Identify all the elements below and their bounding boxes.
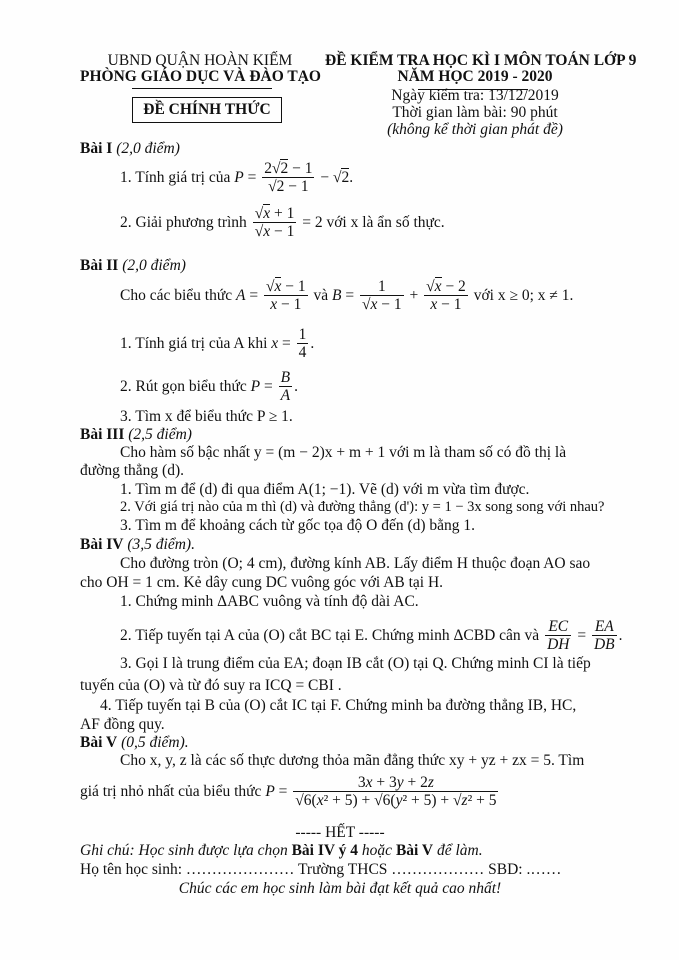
bai4-q3-b: tuyến của (O) và từ đó suy ra ICQ = CBI .: [80, 677, 342, 694]
fraction-EC-DH: $\frac{EC}{DH}$: [547, 618, 570, 654]
bai2-q2: 2. Rút gọn biểu thức P = $\frac{B}{A}$ .: [120, 369, 298, 405]
bai3-title: Bài III: [80, 426, 125, 443]
fraction-A: $\frac{√x - 1}{x - 1}$: [265, 278, 306, 314]
bai1-q1-text: 1. Tính giá trị của: [120, 168, 231, 186]
bai2-q3: 3. Tìm x để biểu thức P ≥ 1.: [120, 408, 293, 425]
bai2-q2-text: 2. Rút gọn biểu thức: [120, 377, 247, 395]
fraction-P3: $\frac{3x + 3y + 2z}{\text{√6(x² + 5) + √6(y² + 5) + √z² + 5}}$: [295, 774, 497, 810]
note-bai5: Bài V: [395, 842, 434, 859]
bai1-q2-text: 2. Giải phương trình: [120, 213, 247, 231]
fraction-B1: $\frac{1}{√x - 1}$: [362, 278, 402, 314]
school-year: NĂM HỌC 2019 - 2020: [397, 68, 553, 85]
bai1-q2: 2. Giải phương trình $\frac{√x + 1}{√x - 1}$ = 2 với x là ẩn số thực.: [120, 205, 445, 241]
fraction-P2: $\frac{B}{A}$: [280, 369, 291, 405]
bai2-condition: với x ≥ 0; x ≠ 1.: [473, 286, 574, 304]
bai4-intro-1: Cho đường tròn (O; 4 cm), đường kính AB. Lấy điểm H thuộc đoạn AO sao: [120, 555, 591, 572]
bai5-intro: Cho x, y, z là các số thực dương thỏa mãn đẳng thức xy + yz + zx = 5. Tìm: [120, 752, 585, 769]
bai3-q2: 2. Với giá trị nào của m thì (d) và đường thẳng (d'): y = 1 − 3x song song với nhau?: [120, 499, 605, 515]
bai1-title: Bài I: [80, 140, 113, 157]
bai3-points: (2,5 điểm): [128, 426, 192, 443]
bai3-q1: 1. Tìm m để (d) đi qua điểm A(1; −1). Vẽ (d) với m vừa tìm được.: [120, 481, 530, 498]
bai4-q3-a: 3. Gọi I là trung điểm của EA; đoạn IB cắt (O) tại Q. Chứng minh CI là tiếp: [120, 655, 591, 672]
bai2-intro: Cho các biểu thức A = $\frac{√x - 1}{x - 1}$ và B = $\frac{1}{√x - 1}$ + $\frac{√x - 2}{x - 1}$ với x ≥ 0; x ≠ 1.: [120, 278, 574, 314]
fraction-B2: $\frac{√x - 2}{x - 1}$: [426, 278, 466, 314]
fraction-x: $\frac{1}{4}$: [298, 326, 307, 362]
bai5-heading: [80, 734, 189, 752]
bai3-intro-2: đường thẳng (d).: [80, 462, 184, 479]
bai4-heading: [80, 536, 195, 554]
bai4-q4-b: AF đồng quy.: [80, 716, 165, 733]
note-bai4: Bài IV ý 4: [291, 842, 359, 859]
bai5-points: (0,5 điểm).: [121, 734, 189, 751]
bai2-title: Bài II: [80, 257, 119, 274]
bai4-points: (3,5 điểm).: [127, 536, 195, 553]
school-district: UBND QUẬN HOÀN KIẾM: [107, 52, 293, 69]
bai2-heading: [80, 257, 186, 275]
student-info: Họ tên học sinh: ………………… Trường THCS ……………… SBD: .……: [80, 861, 562, 878]
official-stamp: [132, 97, 282, 123]
bai4-intro-2: cho OH = 1 cm. Kẻ dây cung DC vuông góc với AB tại H.: [80, 574, 444, 591]
official-label: ĐỀ CHÍNH THỨC: [143, 101, 271, 118]
bai1-points: (2,0 điểm): [116, 140, 180, 157]
bai4-q4-a: 4. Tiếp tuyến tại B của (O) cắt IC tại F. Chứng minh ba đường thẳng IB, HC,: [100, 697, 577, 714]
fraction-EA-DB: $\frac{EA}{DB}$: [593, 618, 615, 654]
note-prefix: Ghi chú: Học sinh được lựa chọn: [80, 842, 292, 859]
header-underline: [132, 88, 272, 89]
bai1-q1: 1. Tính giá trị của P = $\frac{2√2 - 1}{√2 - 1}$ − √2.: [120, 160, 354, 196]
bai4-title: Bài IV: [80, 536, 124, 553]
exam-date: Ngày kiểm tra: 13/12/2019: [391, 87, 559, 104]
end-mark: ----- HẾT -----: [295, 824, 385, 841]
fraction-P1: $\frac{2√2 - 1}{√2 - 1}$: [264, 160, 313, 196]
bai1-heading: [80, 140, 180, 158]
bai5-q: giá trị nhỏ nhất của biểu thức P = $\frac{3x + 3y + 2z}{\text{√6(x² + 5) + √6(y² + 5) + √z² + 5}}$: [80, 774, 497, 810]
bai4-q1: 1. Chứng minh ΔABC vuông và tính độ dài AC.: [120, 593, 419, 610]
bai2-q1: 1. Tính giá trị của A khi x = $\frac{1}{4}$ .: [120, 326, 315, 362]
bai5-q-text: giá trị nhỏ nhất của biểu thức: [80, 782, 262, 800]
bai3-q3: 3. Tìm m để khoảng cách từ gốc tọa độ O đến (d) bằng 1.: [120, 517, 476, 534]
bai2-intro-text: Cho các biểu thức: [120, 286, 233, 304]
note-mid: hoặc: [358, 842, 396, 859]
bai2-and: và: [313, 286, 329, 304]
exam-title: ĐỀ KIỂM TRA HỌC KÌ I MÔN TOÁN LỚP 9: [325, 52, 637, 69]
note-suffix: để làm.: [433, 842, 483, 859]
bai1-q2-tail: với x là ẩn số thực.: [326, 213, 445, 231]
closing-wish: Chúc các em học sinh làm bài đạt kết quả cao nhất!: [178, 880, 502, 897]
fraction-equation: $\frac{√x + 1}{√x - 1}$: [254, 205, 295, 241]
bai3-intro-1: Cho hàm số bậc nhất y = (m − 2)x + m + 1 với m là tham số có đồ thị là: [120, 444, 567, 461]
school-department: PHÒNG GIÁO DỤC VÀ ĐÀO TẠO: [80, 68, 321, 85]
bai5-title: Bài V: [80, 734, 118, 751]
bai2-points: (2,0 điểm): [122, 257, 186, 274]
bai3-heading: [80, 426, 192, 444]
bai4-q2-text: 2. Tiếp tuyến tại A của (O) cắt BC tại E. Chứng minh ΔCBD cân và: [120, 626, 540, 644]
exam-duration: Thời gian làm bài: 90 phút: [392, 104, 558, 121]
footer-note: [80, 842, 483, 860]
bai4-q2: 2. Tiếp tuyến tại A của (O) cắt BC tại E. Chứng minh ΔCBD cân và $\frac{EC}{DH}$ = $\frac{EA}{DB}$ .: [120, 618, 623, 654]
duration-note: (không kể thời gian phát đề): [387, 121, 563, 138]
bai2-q1-text: 1. Tính giá trị của A khi: [120, 334, 268, 352]
